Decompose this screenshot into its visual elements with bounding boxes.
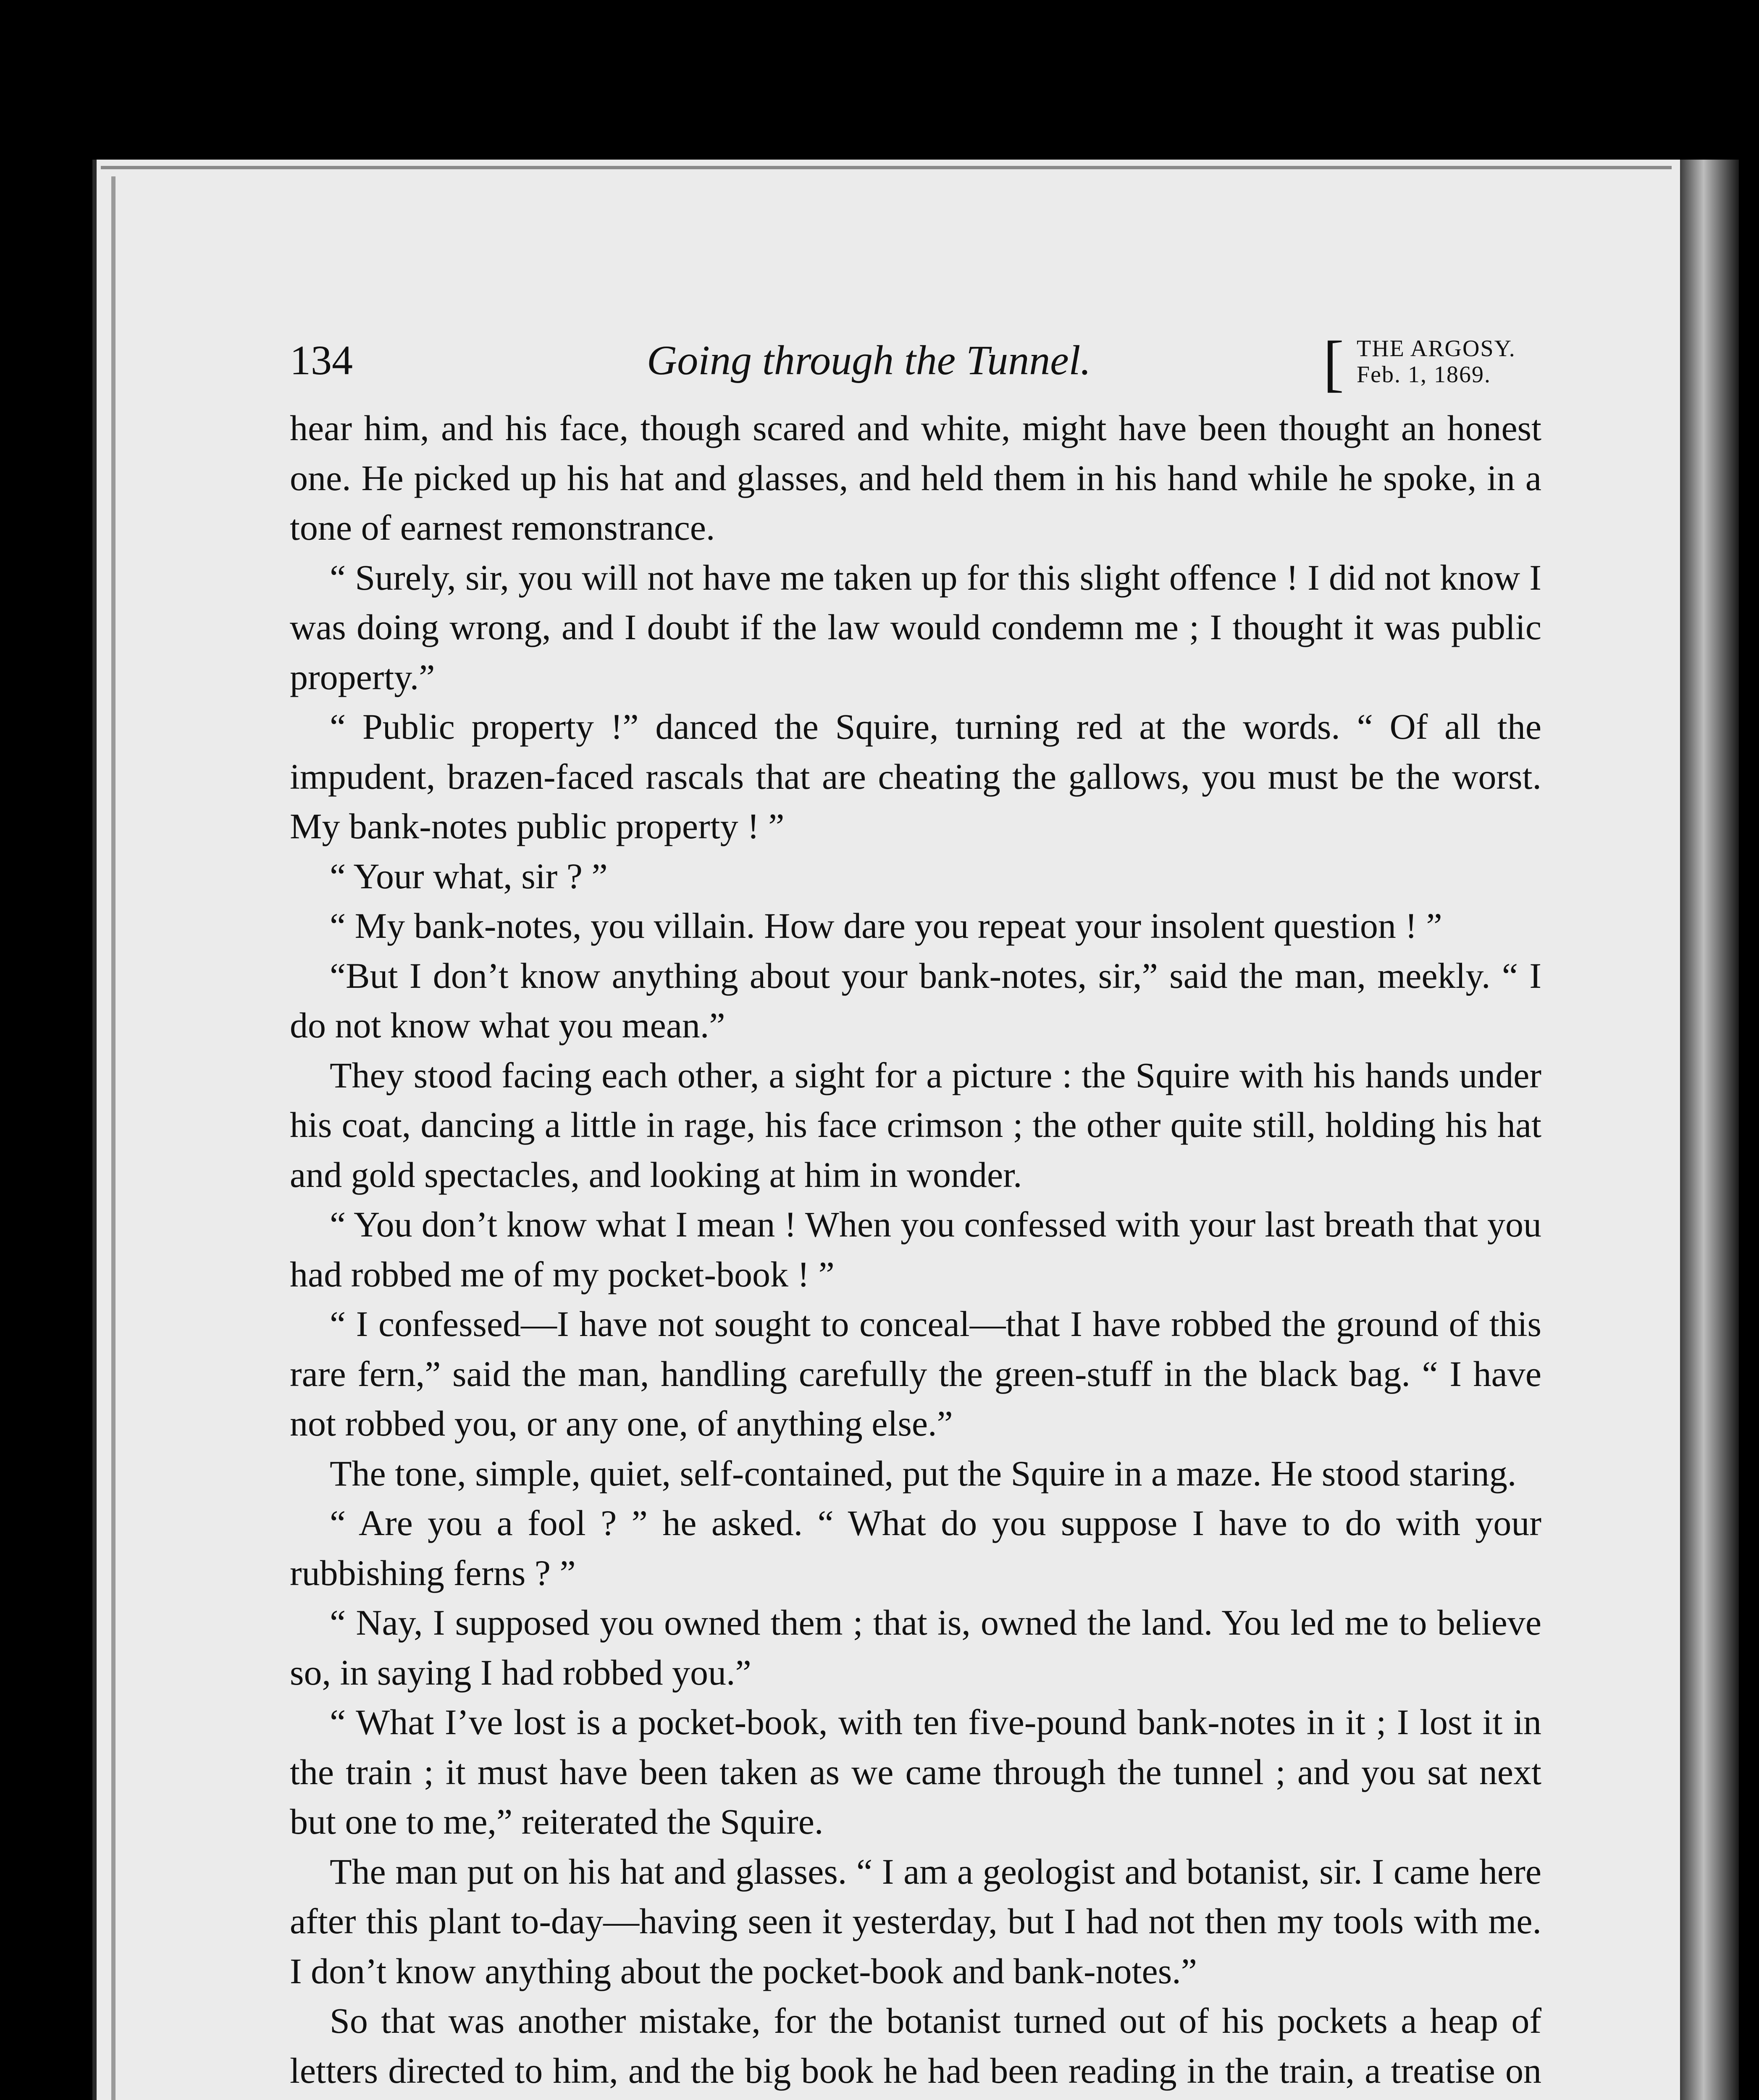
paragraph: “ I confessed—I have not sought to conceal—that I have robbed the ground of this rare fern,” said the man, handling carefully the green-stuff in the black bag. “ I have not robbed you, or any one, of anything else.”	[290, 1304, 1541, 1444]
page-left-edge	[111, 176, 116, 2100]
paragraph: “ Nay, I supposed you owned them ; that is, owned the land. You led me to believe so, in saying I had robbed you.”	[290, 1602, 1541, 1693]
paragraph: “ You don’t know what I mean ! When you confessed with your last breath that you had robbed me of my pocket-book ! ”	[290, 1204, 1541, 1294]
paragraph: hear him, and his face, though scared and white, might have been thought an honest one. He picked up his hat and glasses, and held them in his hand while he spoke, in a tone of earnest remonstrance.	[290, 408, 1541, 548]
paragraph: The man put on his hat and glasses. “ I am a geologist and botanist, sir. I came here after this plant to-day—having seen it yesterday, but I had not then my tools with me. I don’t know anything about the pocket-book and bank-notes.”	[290, 1851, 1541, 1991]
paragraph: “ Surely, sir, you will not have me taken up for this slight offence ! I did not know I was doing wrong, and I doubt if the law would condemn me ; I thought it was public property.”	[290, 557, 1541, 697]
journal-citation	[1357, 336, 1516, 388]
running-title: Going through the Tunnel.	[647, 337, 1091, 383]
body-text	[290, 403, 1541, 2100]
paragraph: “ My bank-notes, you villain. How dare you repeat your insolent question ! ”	[330, 906, 1442, 946]
running-head	[290, 328, 1550, 399]
page-number: 134	[290, 337, 353, 383]
paragraph: The tone, simple, quiet, self-contained, put the Squire in a maze. He stood staring.	[330, 1453, 1517, 1494]
paragraph: So that was another mistake, for the botanist turned out of his pockets a heap of letters directed to him, and the big book he had been reading in the train, a treatise on	[290, 2000, 1541, 2091]
paragraph: “ Your what, sir ? ”	[330, 856, 608, 896]
journal-name: THE ARGOSY.	[1357, 336, 1516, 362]
paragraph: They stood facing each other, a sight for a picture : the Squire with his hands under his coat, dancing a little in rage, his face crimson ; the other quite still, holding his hat and gold spectacles, and looking at him in wonder.	[290, 1055, 1541, 1195]
paragraph: “ Public property !” danced the Squire, turning red at the words. “ Of all the impudent, brazen-faced rascals that are cheating the gallows, you must be the worst. My bank-notes public property ! ”	[290, 706, 1541, 846]
page-top-edge	[101, 166, 1672, 169]
paragraph: “ Are you a fool ? ” he asked. “ What do you suppose I have to do with your rubbishing ferns ? ”	[290, 1503, 1541, 1593]
journal-date: Feb. 1, 1869.	[1357, 361, 1491, 388]
journal-bracket: [	[1323, 328, 1344, 398]
paragraph: “ What I’ve lost is a pocket-book, with ten five-pound bank-notes in it ; I lost it in the train ; it must have been taken as we came through the tunnel ; and you sat next but one to me,” reiterated the Squire.	[290, 1702, 1541, 1842]
paragraph: “But I don’t know anything about your bank-notes, sir,” said the man, meekly. “ I do not know what you mean.”	[290, 955, 1541, 1045]
book-binding-edge	[1680, 160, 1739, 2100]
